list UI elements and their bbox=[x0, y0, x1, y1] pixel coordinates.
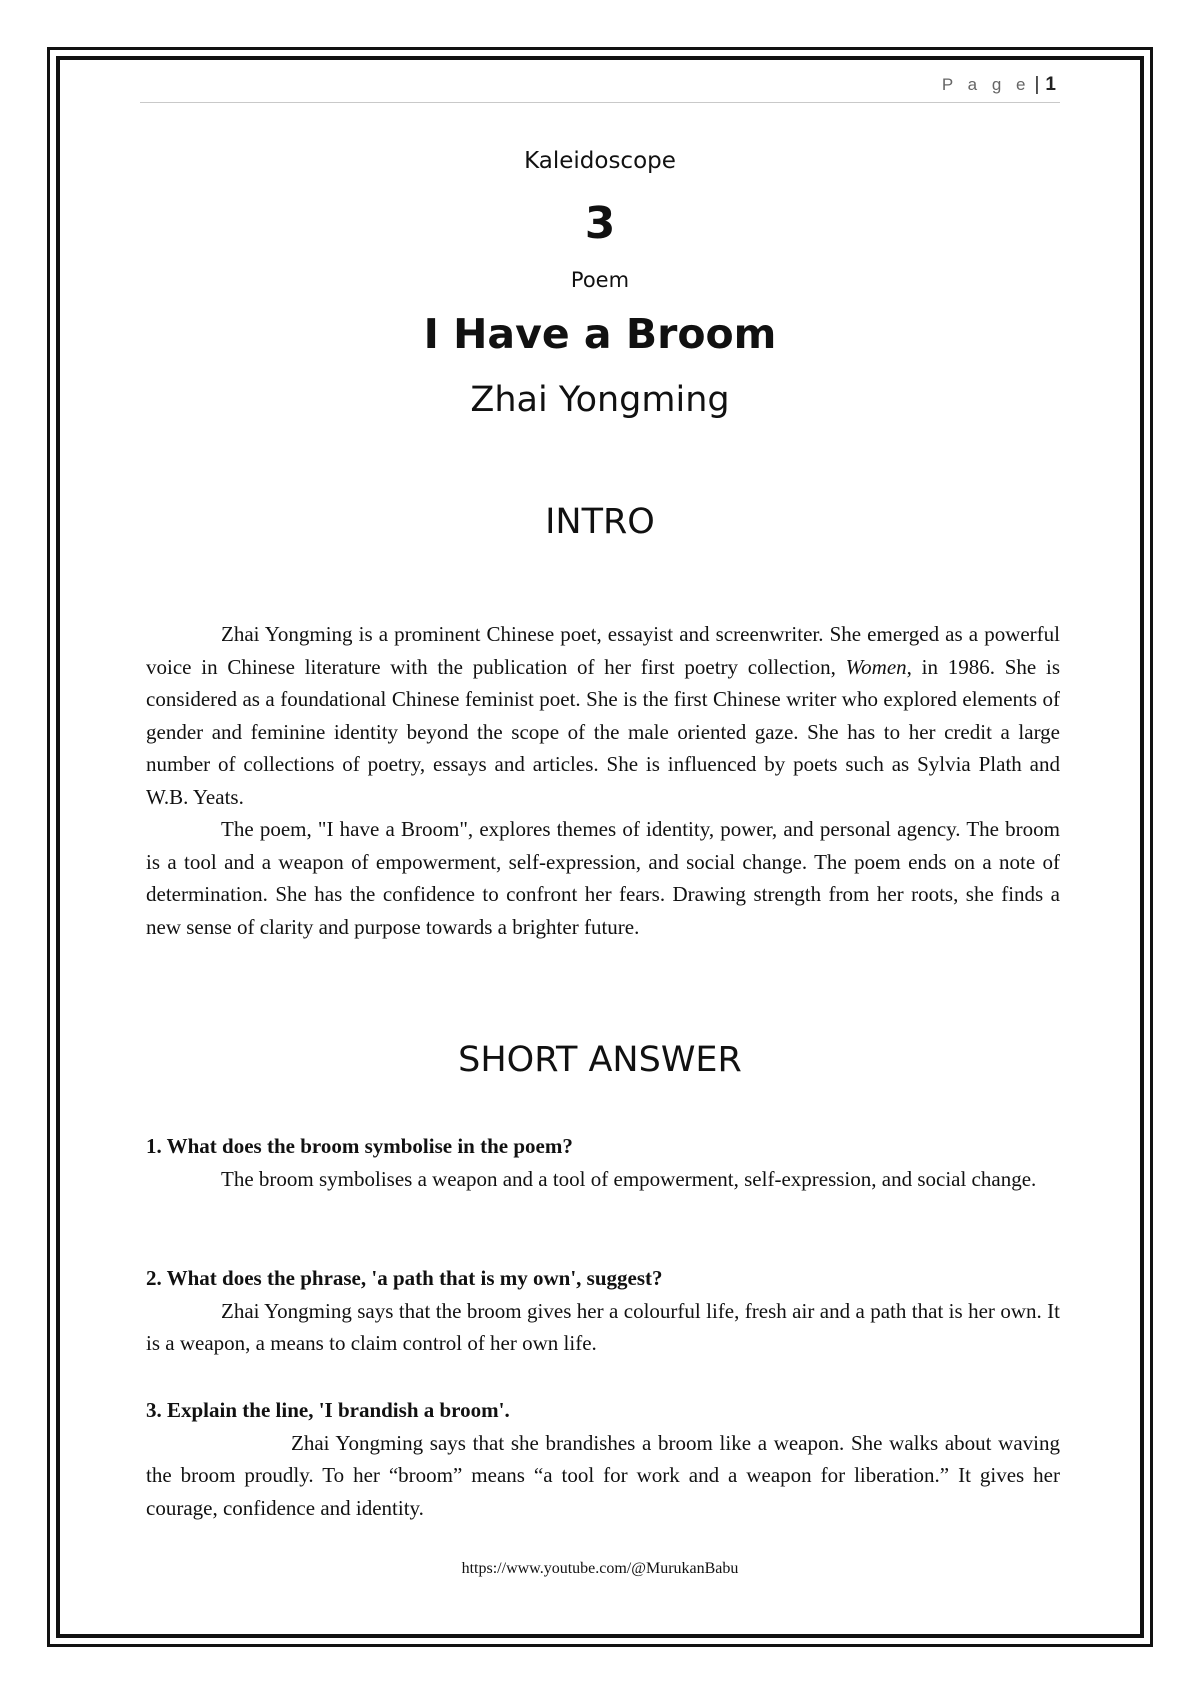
unit-number: 3 bbox=[584, 198, 616, 249]
poem-title: I Have a Broom bbox=[423, 310, 777, 358]
qa-item-2 bbox=[146, 1262, 1060, 1360]
book-title: Kaleidoscope bbox=[524, 148, 676, 174]
qa-item-3 bbox=[146, 1394, 1060, 1524]
question-1: 1. What does the broom symbolise in the poem? bbox=[146, 1134, 573, 1158]
footer-url[interactable]: https://www.youtube.com/@MurukanBabu bbox=[461, 1560, 739, 1577]
intro-p1-start: Zhai Yongming is a prominent Chinese poet, essayist and screenwriter. She emerged as a powerful voice in Chinese literature with the publication of her first poetry collection, bbox=[146, 622, 1060, 679]
collection-title: Women bbox=[845, 654, 907, 679]
intro-paragraph-1 bbox=[146, 618, 1060, 813]
genre-label: Poem bbox=[570, 268, 630, 292]
answer-1: The broom symbolises a weapon and a tool of empowerment, self-expression, and social change. bbox=[221, 1166, 1037, 1191]
short-answer-heading: SHORT ANSWER bbox=[458, 1040, 742, 1080]
intro-section bbox=[146, 618, 1060, 943]
intro-paragraph-2: The poem, "I have a Broom", explores themes of identity, power, and personal agency. The broom is a tool and a weapon of empowerment, self-expression, and social change. The poem ends on a note of determination. She has the confidence to confront her fears. Drawing strength from her roots, she finds a new sense of clarity and purpose towards a brighter future. bbox=[146, 817, 1060, 939]
answer-3: Zhai Yongming says that she brandishes a broom like a weapon. She walks about waving the broom proudly. To her “broom” means “a tool for work and a weapon for liberation.” It gives her courage, confidence and identity. bbox=[146, 1430, 1060, 1520]
page-label: P a g e bbox=[941, 75, 1031, 94]
question-2: 2. What does the phrase, 'a path that is my own', suggest? bbox=[146, 1266, 663, 1290]
intro-p1-end: , in 1986. She is considered as a foundational Chinese feminist poet. She is the first Chinese writer who explored elements of gender and feminine identity beyond the scope of the male oriented gaze. She has to her credit a large number of collections of poetry, essays and articles. She is influenced by poets such as Sylvia Plath and W.B. Yeats. bbox=[146, 654, 1061, 809]
answer-2: Zhai Yongming says that the broom gives her a colourful life, fresh air and a path that is her own. It is a weapon, a means to claim control of her own life. bbox=[146, 1298, 1060, 1355]
page-number-indicator bbox=[942, 74, 1056, 96]
intro-heading: INTRO bbox=[545, 502, 655, 542]
question-3: 3. Explain the line, 'I brandish a broom'. bbox=[146, 1398, 510, 1422]
qa-item-1 bbox=[146, 1130, 1060, 1195]
author-name: Zhai Yongming bbox=[470, 380, 730, 420]
page-header bbox=[140, 72, 1060, 103]
page-separator: | bbox=[1034, 74, 1040, 95]
page-number: 1 bbox=[1045, 74, 1056, 95]
